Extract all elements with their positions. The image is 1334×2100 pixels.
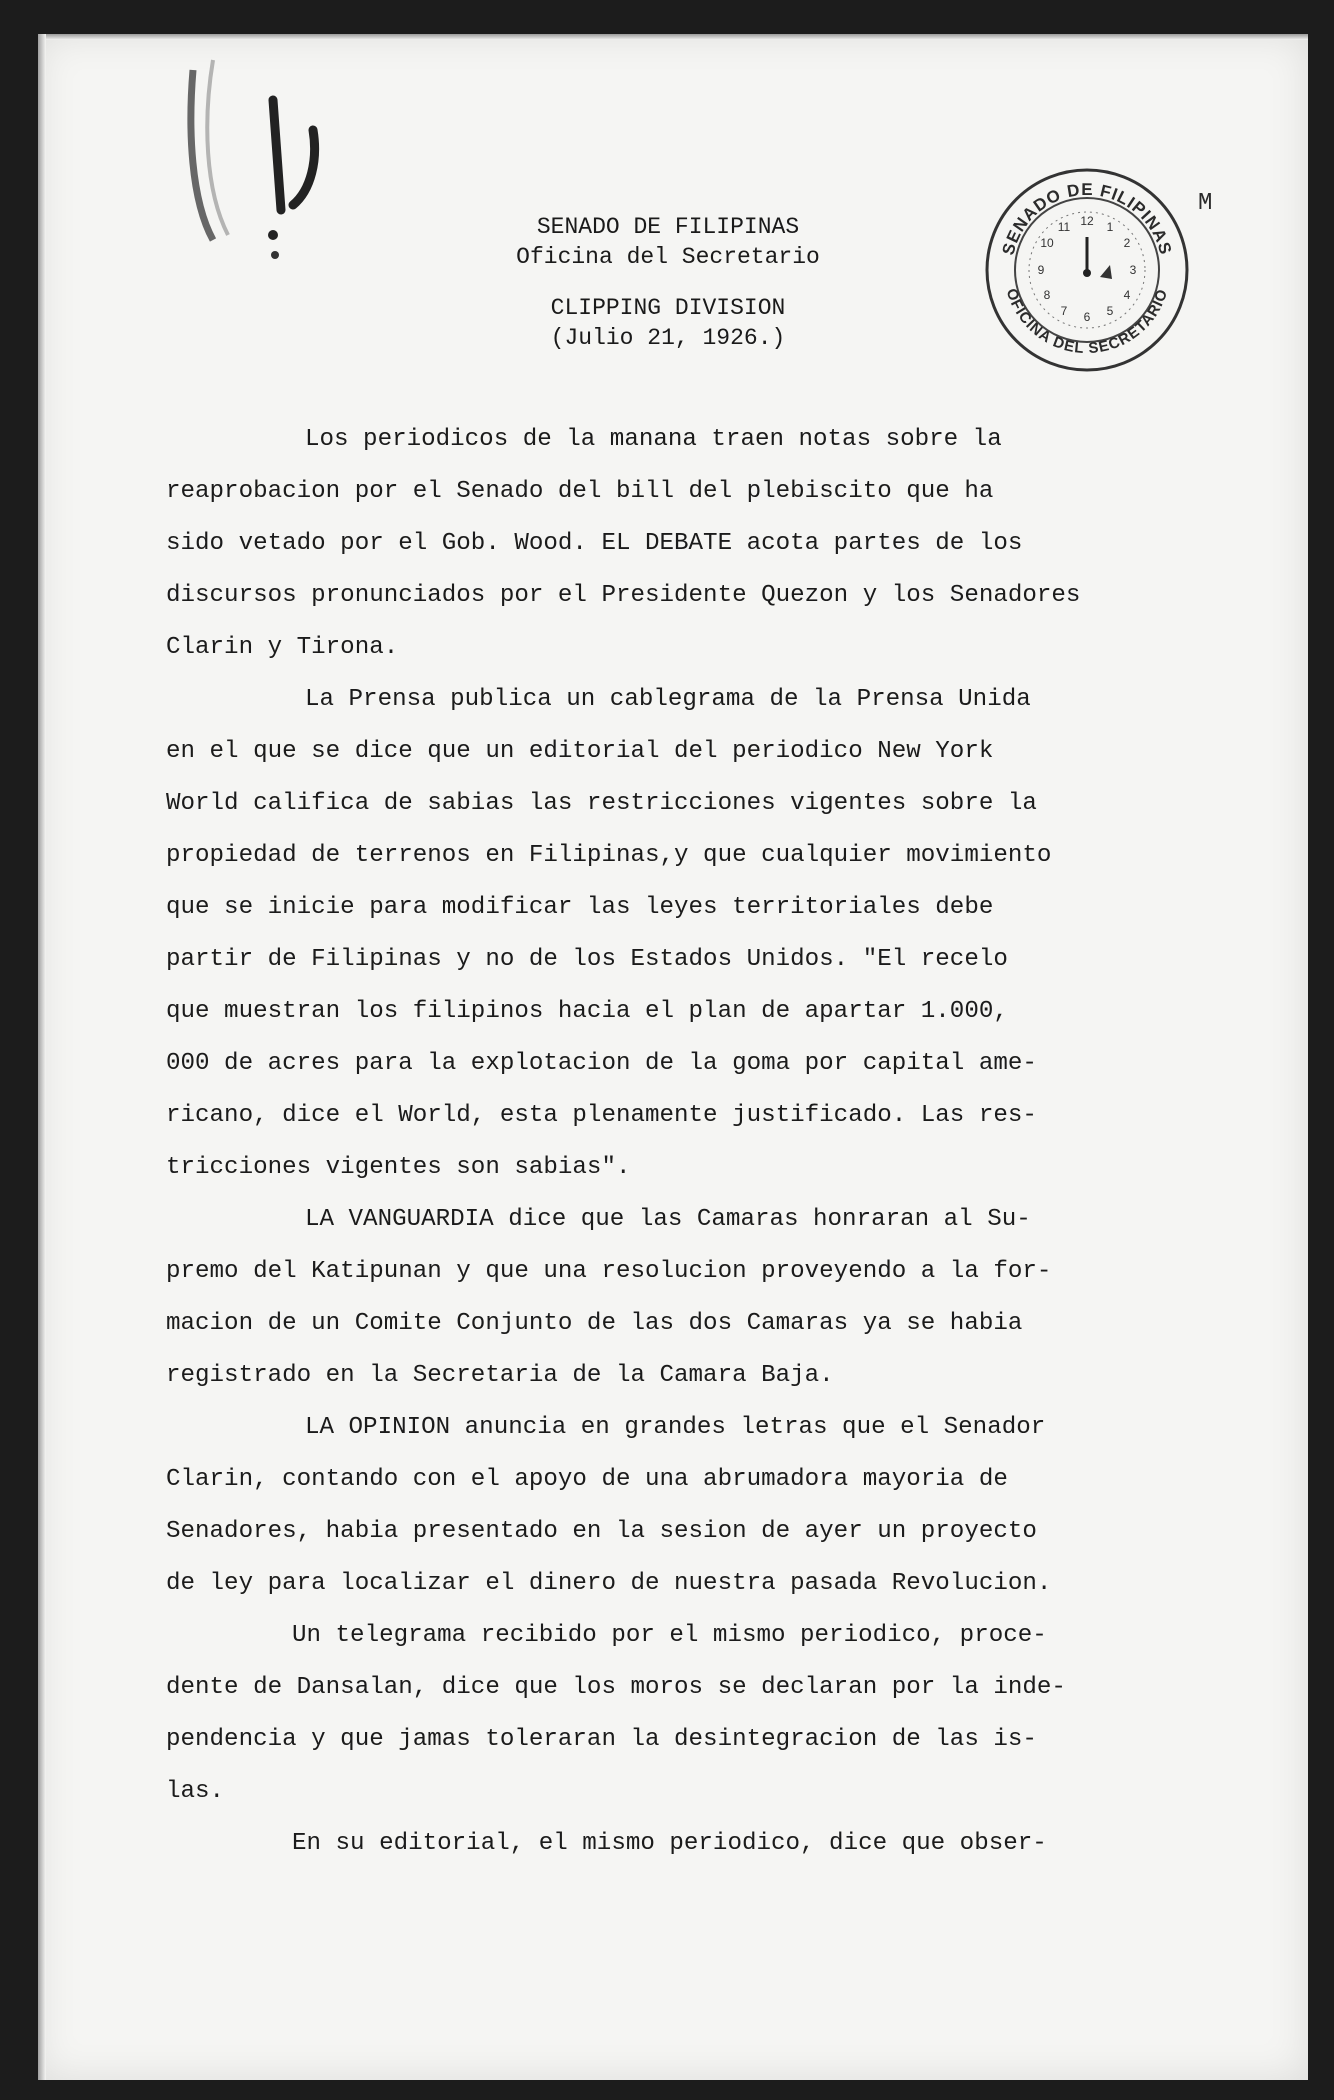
stamp-side-letter: M	[1198, 190, 1213, 217]
header-date: (Julio 21, 1926.)	[550, 325, 786, 351]
office-clock-stamp	[982, 165, 1192, 375]
stamp-clock-number: 6	[1083, 310, 1091, 324]
text-line: premo del Katipunan y que una resolucion proveyendo a la for-	[166, 1258, 1052, 1285]
stamp-clock-number: 4	[1123, 288, 1131, 302]
text-line: Senadores, habia presentado en la sesion de ayer un proyecto	[166, 1518, 1037, 1545]
text-line: que muestran los filipinos hacia el plan de apartar 1.000,	[166, 998, 1008, 1025]
stamp-clock-number: 5	[1106, 304, 1114, 318]
text-line: de ley para localizar el dinero de nuestra pasada Revolucion.	[166, 1570, 1052, 1597]
text-line: que se inicie para modificar las leyes territoriales debe	[166, 894, 994, 921]
text-line: La Prensa publica un cablegrama de la Prensa Unida	[305, 686, 1031, 713]
page-left-edge	[38, 34, 46, 2080]
text-line: LA OPINION anuncia en grandes letras que el Senador	[305, 1414, 1046, 1441]
paragraph	[166, 414, 1206, 674]
text-line: Clarin, contando con el apoyo de una abrumadora mayoria de	[166, 1466, 1008, 1493]
stamp-clock-number: 8	[1043, 288, 1051, 302]
text-line: macion de un Comite Conjunto de las dos Camaras ya se habia	[166, 1310, 1023, 1337]
text-line: sido vetado por el Gob. Wood. EL DEBATE acota partes de los	[166, 530, 1023, 557]
text-line: partir de Filipinas y no de los Estados Unidos. "El recelo	[166, 946, 1008, 973]
text-line: las.	[166, 1778, 225, 1805]
paragraph	[166, 674, 1206, 1194]
stamp-bottom-text: OFICINA DEL SECRETARIO	[1002, 286, 1172, 358]
paragraph	[166, 1818, 1206, 1870]
document-body	[166, 414, 1206, 1870]
stamp-clock-number: 2	[1123, 236, 1131, 250]
text-line: reaprobacion por el Senado del bill del plebiscito que ha	[166, 478, 994, 505]
text-line: registrado en la Secretaria de la Camara Baja.	[166, 1362, 834, 1389]
text-line: dente de Dansalan, dice que los moros se declaran por la inde-	[166, 1674, 1066, 1701]
text-line: Los periodicos de la manana traen notas sobre la	[305, 426, 1002, 453]
header-senate-title: SENADO DE FILIPINAS	[536, 214, 800, 240]
header-office-title: Oficina del Secretario	[516, 244, 820, 270]
paper-clip-mark	[133, 40, 373, 280]
text-line: 000 de acres para la explotacion de la goma por capital ame-	[166, 1050, 1037, 1077]
text-line: Clarin y Tirona.	[166, 634, 399, 661]
paragraph	[166, 1194, 1206, 1402]
stamp-pointer-icon	[1100, 265, 1112, 279]
stamp-clock-number: 7	[1060, 304, 1068, 318]
text-line: Un telegrama recibido por el mismo periodico, proce-	[292, 1622, 1047, 1649]
text-line: LA VANGUARDIA dice que las Camaras honraran al Su-	[305, 1206, 1031, 1233]
stamp-clock-number: 11	[1057, 220, 1071, 234]
text-line: tricciones vigentes son sabias".	[166, 1154, 631, 1181]
stamp-clock-number: 1	[1106, 220, 1114, 234]
stamp-clock-number: 3	[1129, 263, 1137, 277]
stamp-clock-number: 12	[1080, 214, 1094, 228]
text-line: discursos pronunciados por el Presidente Quezon y los Senadores	[166, 582, 1081, 609]
paragraph	[166, 1610, 1206, 1818]
document-header	[388, 212, 948, 353]
header-division-title: CLIPPING DIVISION	[550, 295, 786, 321]
paragraph	[166, 1402, 1206, 1610]
text-line: ricano, dice el World, esta plenamente justificado. Las res-	[166, 1102, 1037, 1129]
stamp-top-text: SENADO DE FILIPINAS	[998, 179, 1176, 258]
stamp-clock-number: 10	[1040, 236, 1054, 250]
stamp-clock-number: 9	[1037, 263, 1045, 277]
text-line: propiedad de terrenos en Filipinas,y que cualquier movimiento	[166, 842, 1052, 869]
text-line: pendencia y que jamas toleraran la desintegracion de las is-	[166, 1726, 1037, 1753]
text-line: En su editorial, el mismo periodico, dice que obser-	[292, 1830, 1047, 1857]
text-line: World califica de sabias las restricciones vigentes sobre la	[166, 790, 1037, 817]
text-line: en el que se dice que un editorial del periodico New York	[166, 738, 994, 765]
